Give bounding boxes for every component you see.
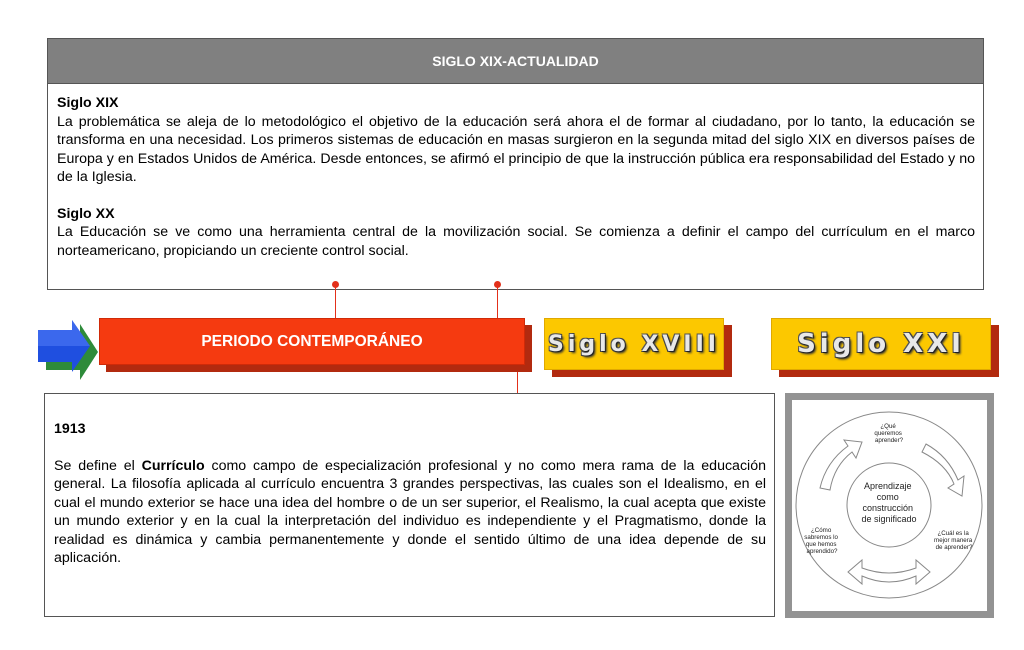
top-line-3: aprender? [874, 437, 904, 444]
connector-line-2 [497, 286, 498, 318]
cycle-arrow-top-left [820, 440, 862, 490]
section-heading-siglo-xx: Siglo XX [57, 205, 115, 222]
panel-body [48, 84, 983, 260]
section-heading-siglo-xix: Siglo XIX [57, 95, 119, 111]
top-line-1: ¿Qué [880, 423, 896, 430]
left-line-1: ¿Cómo [810, 527, 832, 534]
svg-text:¿Cuál es la mejor mane [934, 530, 974, 551]
svg-text:¿Qué queremos [874, 423, 903, 444]
learning-cycle-diagram [785, 393, 994, 618]
center-line-2: como [876, 492, 899, 502]
cycle-arrow-top-right [922, 444, 964, 496]
curriculo-term: Currículo [141, 457, 205, 474]
right-line-3: de aprender? [935, 544, 973, 551]
year-heading: 1913 [54, 421, 86, 437]
siglo-xxi-label: Siglo XXI [797, 329, 965, 359]
top-line-2: queremos [874, 430, 902, 437]
double-arrow-right-icon [36, 320, 100, 384]
siglo-xviii-tab [544, 318, 724, 370]
periodo-1913-panel [44, 393, 775, 617]
section-text-siglo-xix: La problemática se aleja de lo metodológico el objetivo de la educación será ahora el de formar al ciudadano, por lo tanto, la educación se transforma en una necesidad. Los primeros sistemas de educación en masas surgieron en la segunda mitad del siglo XIX en diversos países de Europa y en Estados Unidos de América. Desde entonces, se afirmó el principio de que la instrucción pública era responsabilidad del Estado y no de la Iglesia. [57, 113, 975, 185]
periodo-contemporaneo-label: PERIODO CONTEMPORÁNEO [99, 318, 525, 365]
paragraph-text-after: como campo de especialización profesional y no como mera rama de la educación general. La filosofía aplicada al currículo encuentra 3 grandes perspectivas, las cuales son el Idealismo, en el cual el mundo exterior se hace una idea del hombre o de un ser superior, el Realismo, la cual acepta que existe un mundo exterior y en la cual la interpretación del individuo es independiente y el Pragmatismo, donde la realidad es dinámica y cambia permanentemente y donde el sentido último de una idea depende de su aplicación. [54, 457, 766, 566]
svg-text:Aprendizaje como [861, 481, 916, 524]
left-line-2: sabremos lo [804, 534, 838, 541]
left-line-4: aprendido? [806, 548, 838, 555]
siglo-xxi-tab [771, 318, 991, 370]
section-text-siglo-xx: La Educación se ve como una herramienta central de la movilización social. Se comienza a definir el campo del currículum en el marco norteamericano, propiciando un creciente control social. [57, 224, 975, 259]
center-line-4: de significado [861, 514, 917, 524]
cycle-arrow-bottom [848, 560, 930, 584]
svg-text:¿Cómo sabremos lo [804, 527, 839, 555]
right-line-2: mejor manera [934, 537, 973, 544]
connector-line-1 [335, 286, 336, 318]
center-line-3: construcción [862, 503, 914, 513]
right-line-1: ¿Cuál es la [937, 530, 969, 537]
curriculo-paragraph [54, 457, 766, 568]
left-line-3: que hemos [805, 541, 837, 548]
siglo-xix-actualidad-panel [47, 38, 984, 290]
siglo-xviii-label: Siglo XVIII [548, 331, 720, 357]
panel-header: SIGLO XIX-ACTUALIDAD [48, 39, 983, 84]
center-line-1: Aprendizaje [863, 481, 912, 491]
paragraph-text-before: Se define el [54, 457, 142, 474]
